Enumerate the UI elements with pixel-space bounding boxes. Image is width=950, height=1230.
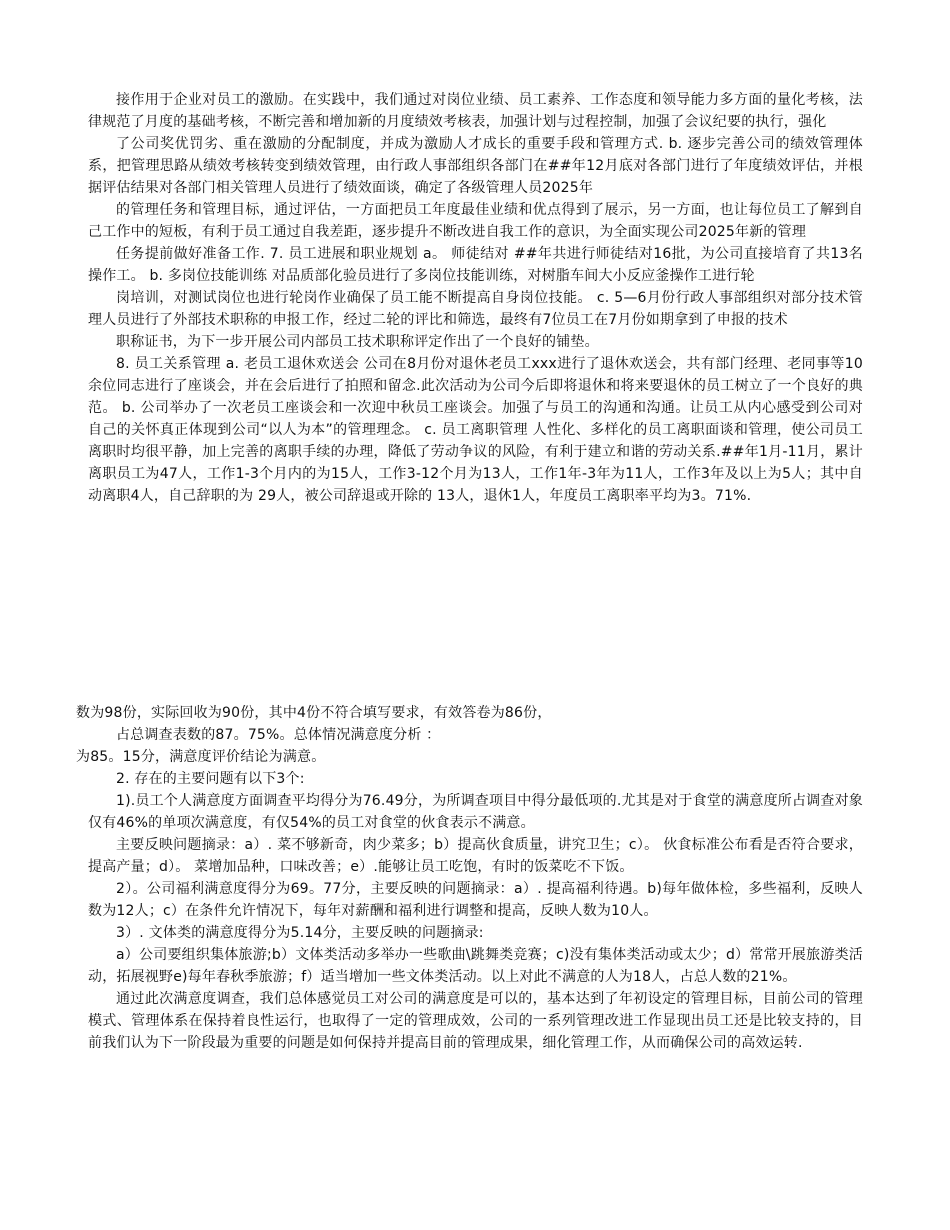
paragraph: 占总调查表数的87。75%。总体情况满意度分析 ： <box>116 727 441 743</box>
paragraph: 1).员工个人满意度方面调查平均得分为76.49分，为所调查项目中得分最低项的.尤其是对于食堂的满意度所占调查对象仅有46%的单项次满意度，有仅54%的员工对食堂的伙食表示不满意。 <box>88 793 863 831</box>
paragraph: 岗培训，对测试岗位也进行轮岗作业确保了员工能不断提高自身岗位技能。 c. 5—6月份行政人事部组织对部分技术管理人员进行了外部技术职称的申报工作，经过二轮的评比和筛选，最终有7位员工在7月份如期拿到了申报的技术 <box>88 290 863 328</box>
paragraph: 数为98份，实际回收为90份，其中4份不符合填写要求，有效答卷为86份， <box>76 705 552 721</box>
paragraph: 3）. 文体类的满意度得分为5.14分，主要反映的问题摘录: <box>116 925 484 941</box>
paragraph: 主要反映问题摘录：a）. 菜不够新奇，肉少菜多；b）提高伙食质量，讲究卫生；c）。 伙食标准公布看是否符合要求，提高产量；d）。 菜增加品种，口味改善；e）.能够让员工吃饱，有时的饭菜吃不下饭。 <box>88 837 863 875</box>
paragraph: 2. 存在的主要问题有以下3个: <box>116 771 305 787</box>
paragraph: 接作用于企业对员工的激励。在实践中，我们通过对岗位业绩、员工素养、工作态度和领导能力多方面的量化考核，法律规范了月度的基础考核，不断完善和增加新的月度绩效考核表，加强计划与过程控制，加强了会议纪要的执行，强化 <box>88 92 863 130</box>
paragraph: 任务提前做好准备工作. 7. 员工进展和职业规划 a。 师徒结对 ##年共进行师徒结对16批，为公司直接培育了共13名操作工。 b. 多岗位技能训练 对品质部化验员进行了多岗位技能训练，对树脂车间大小反应釜操作工进行轮 <box>88 246 863 284</box>
paragraph: 了公司奖优罚劣、重在激励的分配制度，并成为激励人才成长的重要手段和管理方式. b. 逐步完善公司的绩效管理体系，把管理思路从绩效考核转变到绩效管理，由行政人事部组织各部门在##年12月底对各部门进行了年度绩效评估，并根据评估结果对各部门相关管理人员进行了绩效面谈，确定了各级管理人员2025年 <box>88 136 863 196</box>
paragraph: a）公司要组织集体旅游;b）文体类活动多举办一些歌曲\跳舞类竞赛；c)没有集体类活动或太少；d）常常开展旅游类活动，拓展视野e)每年春秋季旅游；f）适当增加一些文体类活动。以上对此不满意的人为18人，占总人数的21%。 <box>88 947 863 985</box>
paragraph: 8. 员工关系管理 a. 老员工退休欢送会 公司在8月份对退休老员工xxx进行了退休欢送会，共有部门经理、老同事等10余位同志进行了座谈会，并在会后进行了拍照和留念.此次活动为公司今后即将退休和将来要退休的员工树立了一个良好的典范。 b. 公司举办了一次老员工座谈会和一次迎中秋员工座谈会。加强了与员工的沟通和沟通。让员工从内心感受到公司对自己的关怀真正体现到公司“以人为本”的管理理念。 c. 员工离职管理 人性化、多样化的员工离职面谈和管理，使公司员工离职时均很平静，加上完善的离职手续的办理，降低了劳动争议的风险，有利于建立和谐的劳动关系.##年1月-11月，累计离职员工为47人，工作1-3个月内的为15人，工作3-12个月为13人，工作1年-3年为11人，工作3年及以上为5人；其中自动离职4人，自己辞职的为 29人，被公司辞退或开除的 13人，退休1人，年度员工离职率平均为3。71%. <box>88 356 863 504</box>
paragraph: 2）。公司福利满意度得分为69。77分，主要反映的问题摘录：a）. 提高福利待遇。b)每年做体检，多些福利，反映人数为12人；c）在条件允许情况下，每年对薪酬和福利进行调整和提高，反映人数为10人。 <box>88 881 863 919</box>
document-section-upper <box>88 89 863 507</box>
document-section-lower <box>76 702 863 1054</box>
paragraph: 的管理任务和管理目标，通过评估，一方面把员工年度最佳业绩和优点得到了展示，另一方面，也让每位员工了解到自己工作中的短板，有利于员工通过自我差距，逐步提升不断改进自我工作的意识，为全面实现公司2025年新的管理 <box>88 202 863 240</box>
paragraph: 为85。15分，满意度评价结论为满意。 <box>76 749 326 765</box>
paragraph: 职称证书，为下一步开展公司内部员工技术职称评定作出了一个良好的铺垫。 <box>116 334 599 350</box>
paragraph: 通过此次满意度调查，我们总体感觉员工对公司的满意度是可以的，基本达到了年初设定的管理目标，目前公司的管理模式、管理体系在保持着良性运行，也取得了一定的管理成效，公司的一系列管理改进工作显现出员工还是比较支持的，目前我们认为下一阶段最为重要的问题是如何保持并提高目前的管理成果，细化管理工作，从而确保公司的高效运转. <box>88 991 863 1051</box>
